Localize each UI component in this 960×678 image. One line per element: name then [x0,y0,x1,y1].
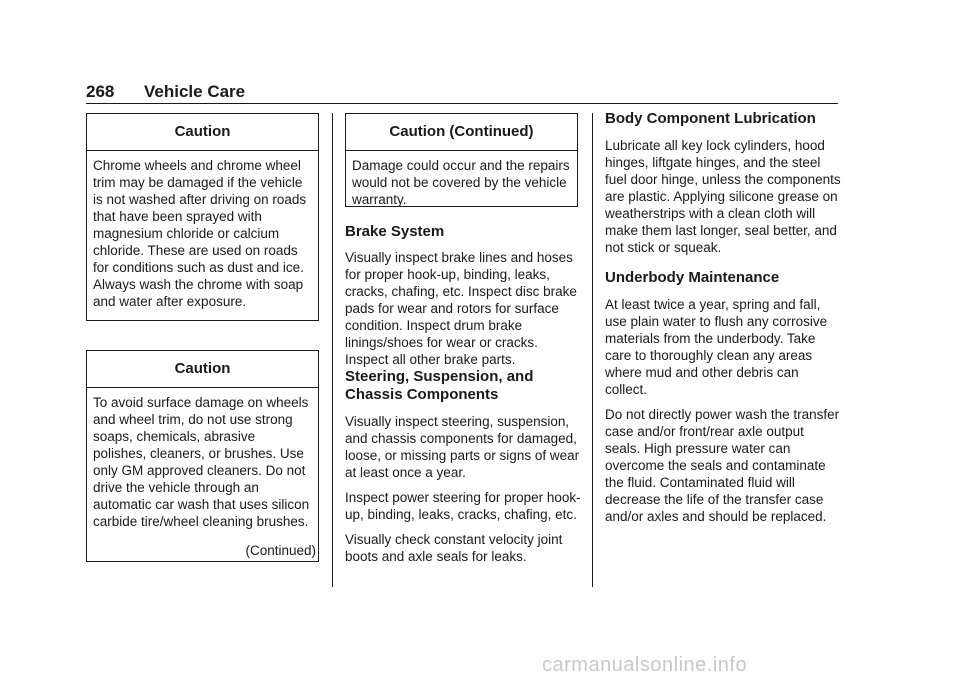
paragraph: Visually check constant velocity joint boots and axle seals for leaks. [345,532,563,564]
section-heading: Underbody Maintenance [605,269,780,286]
paragraph: Inspect power steering for proper hook-up, binding, leaks, cracks, chafing, etc. [345,490,581,522]
caution-text: Chrome wheels and chrome wheel trim may be damaged if the vehicle is not washed after driving on roads that have been sprayed with magnesium chloride or calcium chloride. These are used on roads for conditions such as dust and ice. Always wash the chrome with soap and water after exposure. [93,158,307,309]
caution-box-surface [86,350,319,562]
caution-box-continued [345,113,578,207]
header-rule [86,103,838,104]
page-number: 268 [86,82,115,101]
continued-label: (Continued) [245,543,316,558]
paragraph: Lubricate all key lock cylinders, hood hinges, liftgate hinges, and the steel fuel door hinge, unless the components are plastic. Applying silicone grease on weatherstrips with a clean cloth will make them last longer, seal better, and not stick or squeak. [605,138,841,255]
column-divider-2 [592,113,593,587]
column-divider-1 [332,113,333,587]
body-lubrication-section [605,110,841,256]
caution-title: Caution (Continued) [346,114,577,151]
caution-title: Caution [87,351,318,388]
paragraph: At least twice a year, spring and fall, use plain water to flush any corrosive materials from the underbody. Take care to thoroughly clean any areas where mud and other debris can collect. [605,297,828,397]
caution-box-chrome [86,113,319,321]
paragraph: Visually inspect brake lines and hoses for proper hook-up, binding, leaks, cracks, chafing, etc. Inspect disc brake pads for wear and rotors for surface condition. Inspect drum brake linings/shoes for wear or cracks. Inspect all other brake parts. [345,250,577,367]
caution-text: Damage could occur and the repairs would not be covered by the vehicle warranty. [352,158,570,207]
page-header [86,82,245,102]
caution-title: Caution [87,114,318,151]
steering-section [345,368,581,565]
watermark: carmanualsonline.info [542,654,748,676]
section-heading: Steering, Suspension, and Chassis Components [345,368,534,403]
paragraph: Visually inspect steering, suspension, and chassis components for damaged, loose, or missing parts or signs of wear at least once a year. [345,414,580,480]
section-heading: Brake System [345,223,445,240]
paragraph: Do not directly power wash the transfer case and/or front/rear axle output seals. High pressure water can overcome the seals and contaminate the fluid. Contaminated fluid will decrease the life of the transfer case and/or axles and should be replaced. [605,407,840,524]
section-title: Vehicle Care [144,82,246,101]
brake-system-section [345,223,581,368]
caution-text: To avoid surface damage on wheels and wheel trim, do not use strong soaps, chemicals, abrasive polishes, cleaners, or brushes. Use only GM approved cleaners. Do not drive the vehicle through an automatic car wash that uses silicon carbide tire/wheel cleaning brushes. [93,395,310,529]
underbody-section [605,269,841,525]
section-heading: Body Component Lubrication [605,110,816,127]
